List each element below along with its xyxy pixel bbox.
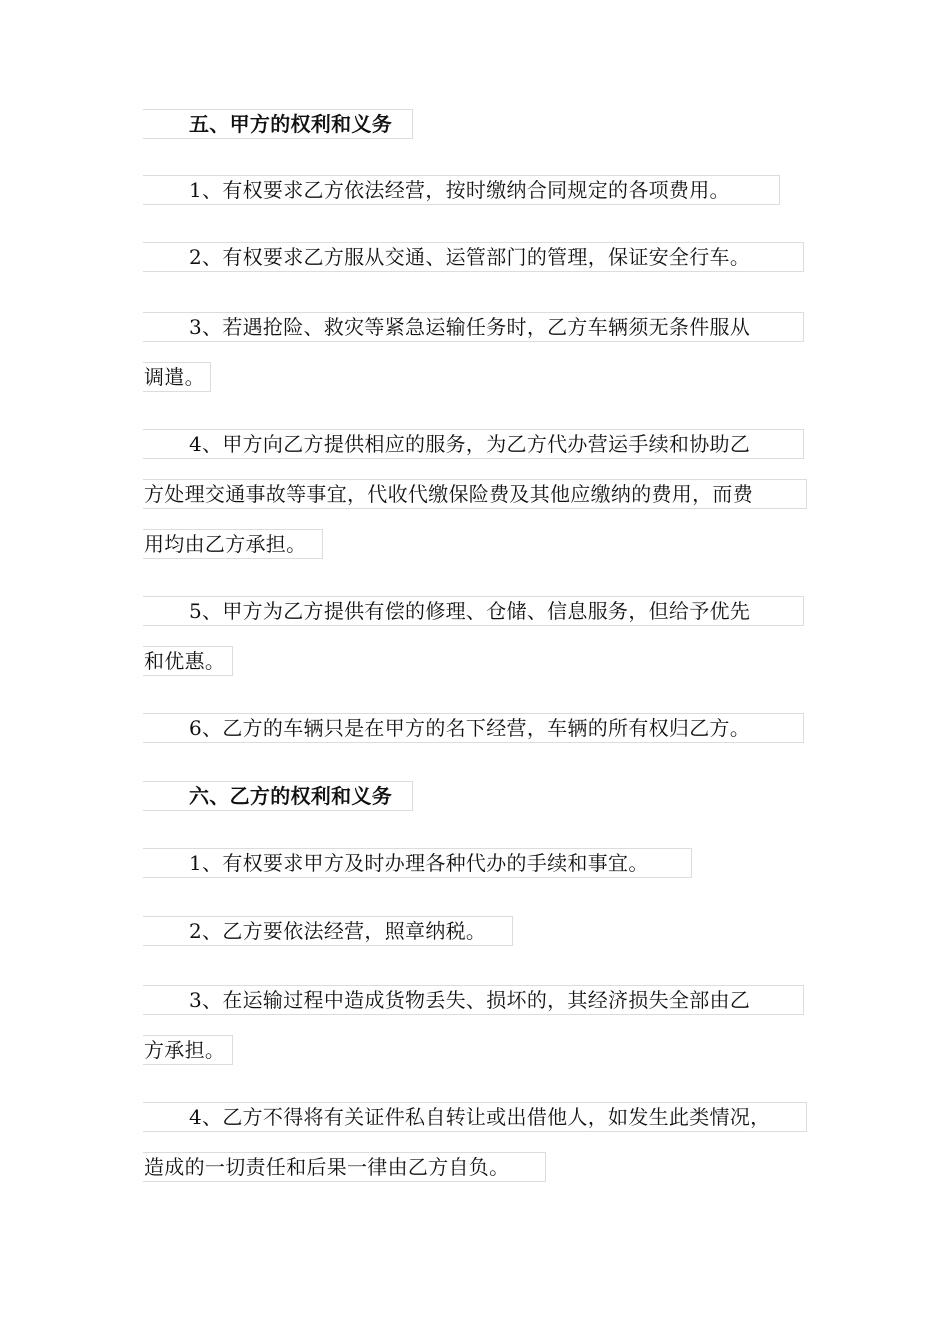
paragraph-6-1-line-1: 1、有权要求甲方及时办理各种代办的手续和事宜。: [143, 848, 692, 878]
paragraph-6-3-line-1: 3、在运输过程中造成货物丢失、损坏的，其经济损失全部由乙: [143, 985, 804, 1015]
paragraph-5-2-line-1: 2、有权要求乙方服从交通、运管部门的管理，保证安全行车。: [143, 242, 804, 272]
section-heading-5: 五、甲方的权利和义务: [143, 109, 413, 139]
paragraph-6-3-line-2: 方承担。: [143, 1035, 233, 1065]
paragraph-5-4-line-1: 4、甲方向乙方提供相应的服务，为乙方代办营运手续和协助乙: [143, 429, 804, 459]
paragraph-5-4-line-3: 用均由乙方承担。: [143, 529, 323, 559]
paragraph-5-1-line-1: 1、有权要求乙方依法经营，按时缴纳合同规定的各项费用。: [143, 175, 780, 205]
paragraph-6-4-line-1: 4、乙方不得将有关证件私自转让或出借他人，如发生此类情况，: [143, 1102, 807, 1132]
paragraph-5-3-line-2: 调遣。: [143, 362, 211, 392]
paragraph-5-5-line-2: 和优惠。: [143, 646, 233, 676]
paragraph-5-6-line-1: 6、乙方的车辆只是在甲方的名下经营，车辆的所有权归乙方。: [143, 713, 804, 743]
section-heading-6: 六、乙方的权利和义务: [143, 781, 413, 811]
paragraph-5-3-line-1: 3、若遇抢险、救灾等紧急运输任务时，乙方车辆须无条件服从: [143, 312, 804, 342]
paragraph-5-4-line-2: 方处理交通事故等事宜，代收代缴保险费及其他应缴纳的费用，而费: [143, 479, 807, 509]
paragraph-6-4-line-2: 造成的一切责任和后果一律由乙方自负。: [143, 1152, 546, 1182]
paragraph-5-5-line-1: 5、甲方为乙方提供有偿的修理、仓储、信息服务，但给予优先: [143, 596, 804, 626]
paragraph-6-2-line-1: 2、乙方要依法经营，照章纳税。: [143, 916, 513, 946]
